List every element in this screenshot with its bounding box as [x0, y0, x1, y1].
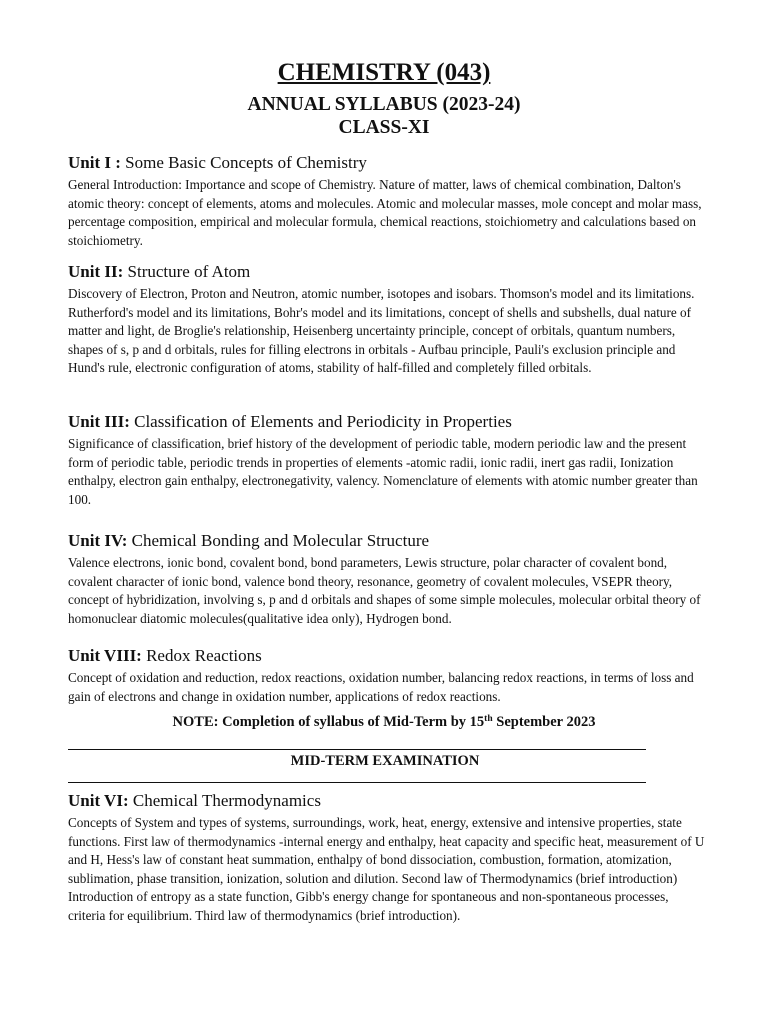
mid-term-examination-heading: MID-TERM EXAMINATION [290, 753, 480, 769]
unit-6-heading [68, 790, 708, 812]
mid-term-note [0, 712, 768, 732]
unit-2-heading [68, 261, 708, 283]
unit-8-label: Unit VIII: [68, 646, 142, 665]
unit-6-label: Unit VI: [68, 791, 129, 810]
unit-3-body: Significance of classification, brief history of the development of periodic table, modern periodic law and the present form of periodic table, periodic trends in properties of elements -atomic radii, ionic radii, inert gas radii, Ionization enthalpy, electron gain enthalpy, electronegativity, valency. Nomenclature of elements with atomic number greater than 100. [68, 436, 698, 507]
unit-3-section [68, 411, 708, 509]
unit-4-title: Chemical Bonding and Molecular Structure [127, 531, 430, 550]
unit-2-body: Discovery of Electron, Proton and Neutron, atomic number, isotopes and isobars. Thomson's model and its limitations. Rutherford's model and its limitations, Bohr's model and its limitations, concept of shells and subshells, dual nature of matter and light, de Broglie's relationship, Heisenberg uncertainty principle, concept of orbitals, quantum numbers, shapes of s, p and d orbitals, rules for filling electrons in orbitals - Aufbau principle, Pauli's exclusion principle and Hund's rule, electronic configuration of atoms, stability of half-filled and completely filled orbitals. [68, 286, 695, 376]
unit-1-label: Unit I : [68, 153, 121, 172]
document-title: CHEMISTRY (043) [277, 59, 491, 86]
unit-2-title: Structure of Atom [123, 262, 251, 281]
unit-4-heading [68, 530, 708, 552]
unit-8-section [68, 645, 708, 706]
syllabus-year-heading: ANNUAL SYLLABUS (2023-24) [247, 94, 521, 115]
unit-1-title: Some Basic Concepts of Chemistry [120, 153, 367, 172]
unit-1-section [68, 152, 708, 250]
unit-2-label: Unit II: [68, 262, 124, 281]
unit-1-body: General Introduction: Importance and scope of Chemistry. Nature of matter, laws of chemical combination, Dalton's atomic theory: concept of elements, atoms and molecules. Atomic and molecular masses, mole concept and molar mass, percentage composition, empirical and molecular formula, chemical reactions, stoichiometry and calculations based on stoichiometry. [68, 177, 702, 248]
unit-1-heading [68, 152, 708, 174]
unit-3-title: Classification of Elements and Periodicity in Properties [129, 412, 512, 431]
unit-6-section [68, 790, 708, 926]
unit-6-body: Concepts of System and types of systems, surroundings, work, heat, energy, extensive and intensive properties, state functions. First law of thermodynamics -internal energy and enthalpy, heat capacity and specific heat, measurement of U and H, Hess's law of constant heat summation, enthalpy of bond dissociation, combustion, formation, atomization, sublimation, phase transition, ionization, solution and dilution. Second law of Thermodynamics (brief introduction) Introduction of entropy as a state function, Gibb's energy change for spontaneous and non-spontaneous processes, criteria for equilibrium. Third law of thermodynamics (brief introduction). [68, 815, 705, 923]
unit-3-label: Unit III: [68, 412, 130, 431]
note-date: September 2023 [492, 714, 596, 730]
unit-8-body: Concept of oxidation and reduction, redox reactions, oxidation number, balancing redox reactions, in terms of loss and gain of electrons and change in oxidation number, applications of redox reactions. [68, 670, 694, 704]
unit-2-section [68, 261, 708, 378]
divider-line [68, 782, 646, 783]
unit-4-label: Unit IV: [68, 531, 128, 550]
note-ordinal-suffix: th [484, 714, 493, 724]
unit-6-title: Chemical Thermodynamics [128, 791, 321, 810]
unit-4-section [68, 530, 708, 628]
divider-line [68, 749, 646, 750]
class-heading: CLASS-XI [338, 117, 430, 138]
note-text: NOTE: Completion of syllabus of Mid-Term by 15 [172, 714, 485, 730]
unit-8-title: Redox Reactions [141, 646, 262, 665]
unit-4-body: Valence electrons, ionic bond, covalent bond, bond parameters, Lewis structure, polar character of covalent bond, covalent character of ionic bond, valence bond theory, resonance, geometry of covalent molecules, VSEPR theory, concept of hybridization, involving s, p and d orbitals and shapes of some simple molecules, molecular orbital theory of homonuclear diatomic molecules(qualitative idea only), Hydrogen bond. [68, 555, 701, 626]
unit-8-heading [68, 645, 708, 667]
unit-3-heading [68, 411, 708, 433]
